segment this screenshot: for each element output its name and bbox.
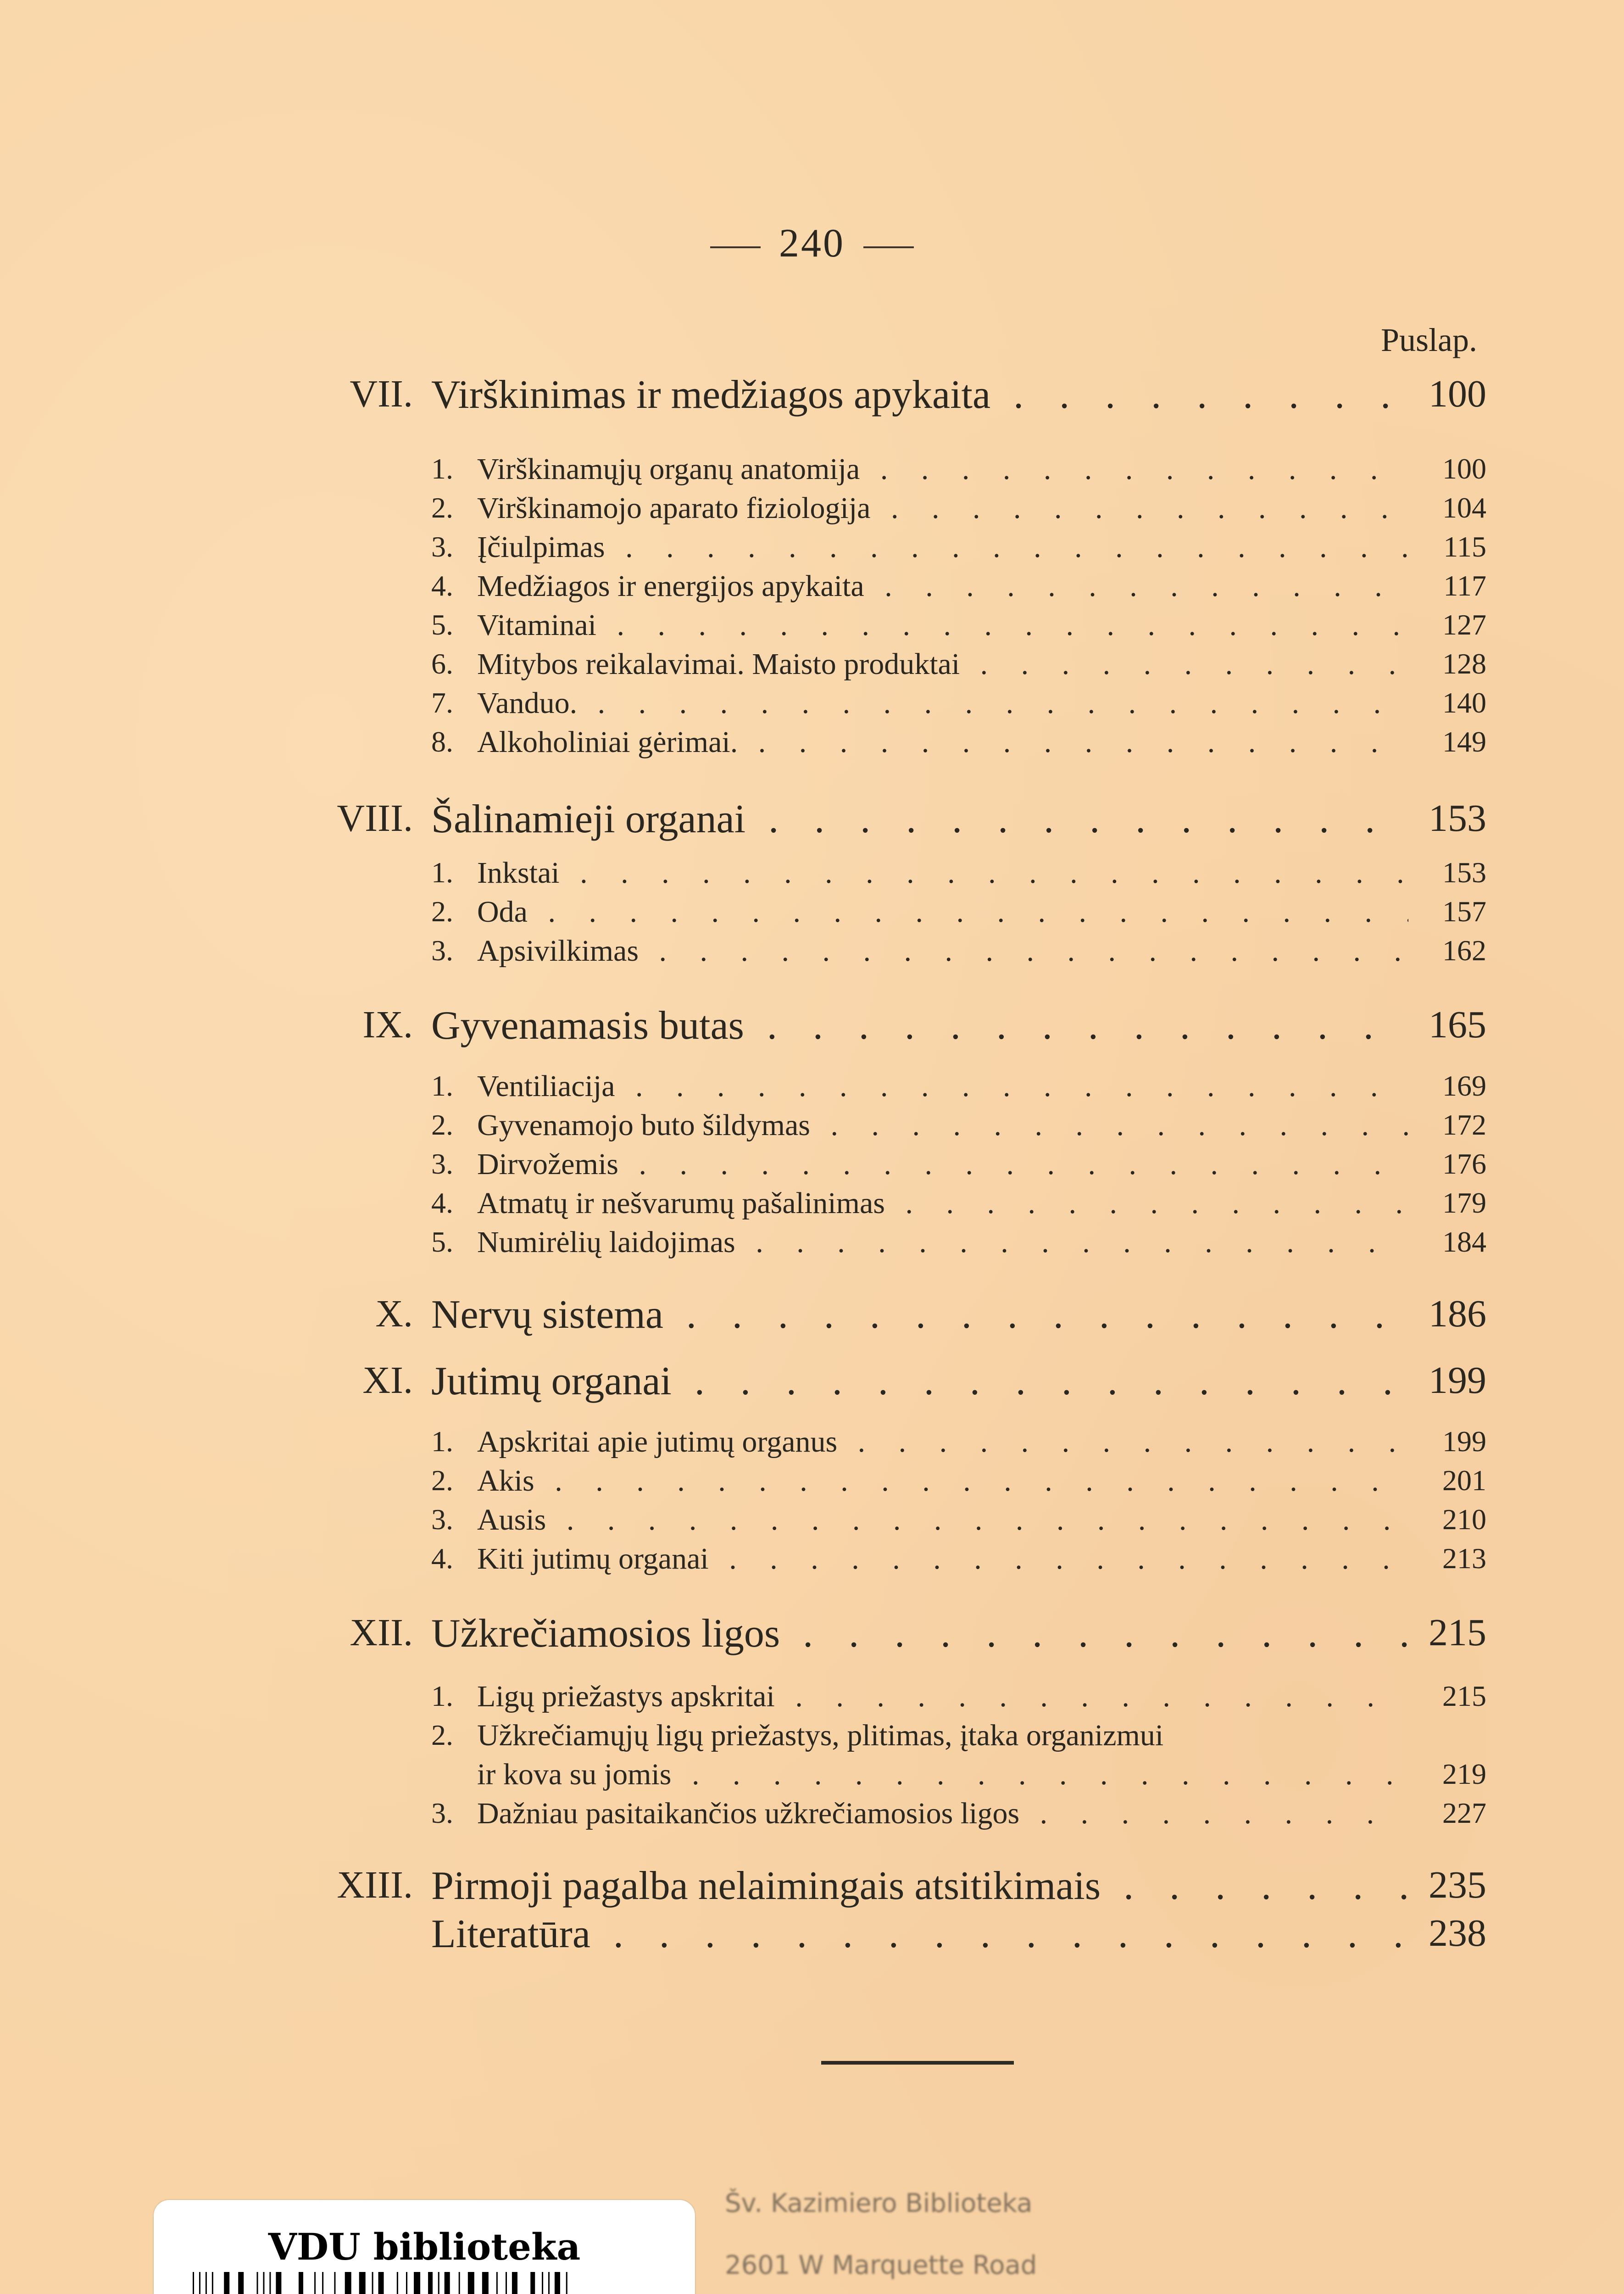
section-page: 213 — [1442, 1542, 1486, 1575]
section-page: 162 — [1442, 934, 1486, 967]
section-title: Gyvenamojo buto šildymas . . . — [477, 1108, 1408, 1143]
barcode-bar — [506, 2272, 507, 2294]
barcode-bar — [224, 2272, 229, 2294]
chapter-title: Jutimų organai . . . — [431, 1358, 1408, 1404]
barcode-bar — [206, 2272, 207, 2294]
chapter-title: Nervų sistema . . . — [431, 1292, 1408, 1338]
barcode-bar — [314, 2272, 316, 2294]
barcode-bar — [566, 2272, 567, 2294]
section-number: 1. — [431, 1425, 453, 1458]
section-title: Kiti jutimų organai . . . — [477, 1542, 1408, 1576]
section-title: Įčiulpimas . . . — [477, 530, 1408, 565]
barcode-bar — [482, 2272, 489, 2294]
stamp-line-1: Šv. Kazimiero Biblioteka — [725, 2188, 1033, 2218]
section-number: 4. — [431, 1542, 453, 1575]
section-number: 1. — [431, 1680, 453, 1712]
section-title: Ausis . . . — [477, 1503, 1408, 1537]
section-number: 4. — [431, 569, 453, 602]
section-page: 157 — [1442, 895, 1486, 928]
section-number: 3. — [431, 934, 453, 967]
column-header-pages: Puslap. — [1380, 322, 1477, 358]
barcode-bar — [459, 2272, 460, 2294]
section-number: 3. — [431, 1147, 453, 1180]
barcode-bar — [548, 2272, 550, 2294]
section-title: Alkoholiniai gėrimai. . . . — [477, 725, 1408, 760]
barcode-bar — [345, 2272, 351, 2294]
barcode-bar — [299, 2272, 303, 2294]
section-page: 127 — [1442, 608, 1486, 641]
section-number: 5. — [431, 608, 453, 641]
chapter-page: 235 — [1429, 1864, 1486, 1906]
barcode-bar — [542, 2272, 543, 2294]
section-number: 3. — [431, 1503, 453, 1536]
section-page: 140 — [1442, 686, 1486, 719]
chapter-title: Užkrečiamosios ligos . . . — [431, 1610, 1408, 1657]
barcode-bar — [193, 2272, 194, 2294]
barcode-bar — [468, 2272, 474, 2294]
section-page: 149 — [1442, 725, 1486, 758]
section-title: Mitybos reikalavimai. Maisto produktai . . . — [477, 647, 1408, 682]
end-rule — [821, 2061, 1014, 2065]
section-title: Medžiagos ir energijos apykaita . . . — [477, 569, 1408, 604]
section-title: Oda . . . — [477, 895, 1408, 930]
section-title: Inkstai . . . — [477, 856, 1408, 891]
section-title: Dirvožemis . . . — [477, 1147, 1408, 1182]
section-page: 179 — [1442, 1186, 1486, 1219]
section-title: Ligų priežastys apskritai . . . — [477, 1679, 1408, 1714]
section-number: 5. — [431, 1225, 453, 1258]
chapter-title: Pirmoji pagalba nelaimingais atsitikimais . . . — [431, 1863, 1408, 1909]
page-number-dash-right — [863, 246, 914, 248]
section-page: 153 — [1442, 856, 1486, 889]
section-page: 215 — [1442, 1680, 1486, 1712]
chapter-number: X. — [375, 1292, 413, 1335]
chapter-number: XII. — [350, 1611, 413, 1654]
chapter-page: 165 — [1429, 1003, 1486, 1046]
chapter-title: Literatūra . . . — [431, 1911, 1408, 1957]
barcode-bar — [257, 2272, 258, 2294]
chapter-page: 238 — [1429, 1912, 1486, 1954]
barcode-bar — [406, 2272, 407, 2294]
section-page: 219 — [1442, 1758, 1486, 1790]
chapter-title: Gyvenamasis butas . . . — [431, 1002, 1408, 1049]
section-number: 3. — [431, 530, 453, 563]
section-title: Ventiliacija . . . — [477, 1069, 1408, 1104]
section-title: Apskritai apie jutimų organus . . . — [477, 1425, 1408, 1459]
section-title: Užkrečiamųjų ligų priežastys, plitimas, įtaka organizmui — [477, 1719, 1164, 1752]
chapter-number: VII. — [350, 373, 413, 415]
section-number: 7. — [431, 686, 453, 719]
section-title: Virškinamųjų organų anatomija . . . — [477, 452, 1408, 487]
barcode-bar — [530, 2272, 535, 2294]
barcode-bar — [322, 2272, 323, 2294]
section-title: Dažniau pasitaikančios užkrečiamosios ligos . . . — [477, 1796, 1408, 1831]
barcode-bar — [512, 2272, 517, 2294]
section-number: 2. — [431, 1719, 453, 1751]
section-number: 2. — [431, 1464, 453, 1497]
section-title: Virškinamojo aparato fiziologija . . . — [477, 491, 1408, 526]
section-title: Vanduo. . . . — [477, 686, 1408, 721]
section-page: 172 — [1442, 1108, 1486, 1141]
library-stamp — [725, 2188, 1037, 2294]
chapter-page: 186 — [1429, 1292, 1486, 1335]
section-page: 210 — [1442, 1503, 1486, 1536]
barcode-bar — [269, 2272, 271, 2294]
barcode-bar — [276, 2272, 281, 2294]
section-title: Vitaminai . . . — [477, 608, 1408, 643]
section-number: 3. — [431, 1797, 453, 1829]
page-number-value: 240 — [779, 221, 845, 266]
section-page: 199 — [1442, 1425, 1486, 1458]
section-page: 184 — [1442, 1225, 1486, 1258]
section-number: 8. — [431, 725, 453, 758]
section-page: 176 — [1442, 1147, 1486, 1180]
chapter-page: 100 — [1429, 373, 1486, 415]
page-number-dash-left — [710, 246, 761, 248]
barcode-bar — [438, 2272, 439, 2294]
barcode-bar — [496, 2272, 498, 2294]
section-number: 6. — [431, 647, 453, 680]
section-number: 2. — [431, 1108, 453, 1141]
chapter-title: Virškinimas ir medžiagos apykaita . . . — [431, 372, 1408, 418]
section-page: 117 — [1443, 569, 1486, 602]
chapter-number: VIII. — [337, 797, 413, 840]
chapter-page: 199 — [1429, 1359, 1486, 1402]
section-page: 227 — [1442, 1797, 1486, 1829]
barcode-bar — [199, 2272, 200, 2294]
chapter-title: Šalinamieji organai . . . — [431, 796, 1408, 842]
barcode-bar — [372, 2272, 373, 2294]
barcode-bar — [263, 2272, 264, 2294]
library-barcode-label — [154, 2200, 695, 2294]
barcode-bar — [212, 2272, 213, 2294]
stamp-line-2: 2601 W Marquette Road — [725, 2250, 1037, 2280]
section-page: 104 — [1442, 491, 1486, 524]
chapter-number: IX. — [362, 1003, 413, 1046]
chapter-page: 153 — [1429, 797, 1486, 840]
section-title-continued: ir kova su jomis . . . — [477, 1757, 1408, 1792]
section-number: 1. — [431, 1069, 453, 1102]
barcode-bar — [359, 2272, 366, 2294]
section-page: 201 — [1442, 1464, 1486, 1497]
section-title: Numirėlių laidojimas . . . — [477, 1225, 1408, 1260]
page-number — [0, 220, 1624, 267]
section-number: 1. — [431, 452, 453, 485]
barcode-bar — [397, 2272, 398, 2294]
barcode-bar — [378, 2272, 384, 2294]
section-page: 169 — [1442, 1069, 1486, 1102]
barcode-icon — [193, 2272, 656, 2294]
barcode-bar — [414, 2272, 420, 2294]
section-number: 2. — [431, 895, 453, 928]
section-number: 1. — [431, 856, 453, 889]
barcode-bar — [334, 2272, 335, 2294]
section-number: 2. — [431, 491, 453, 524]
section-title: Atmatų ir nešvarumų pašalinimas . . . — [477, 1186, 1408, 1221]
section-page: 115 — [1443, 530, 1486, 563]
section-page: 100 — [1442, 452, 1486, 485]
section-title: Apsivilkimas . . . — [477, 934, 1408, 969]
section-page: 128 — [1442, 647, 1486, 680]
chapter-number: XI. — [362, 1359, 413, 1402]
barcode-bar — [555, 2272, 560, 2294]
section-title: Akis . . . — [477, 1464, 1408, 1498]
library-name: VDU biblioteka — [268, 2225, 581, 2268]
barcode-bar — [445, 2272, 450, 2294]
chapter-number: XIII. — [337, 1864, 413, 1906]
barcode-bar — [428, 2272, 433, 2294]
section-number: 4. — [431, 1186, 453, 1219]
barcode-bar — [238, 2272, 244, 2294]
chapter-page: 215 — [1429, 1611, 1486, 1654]
